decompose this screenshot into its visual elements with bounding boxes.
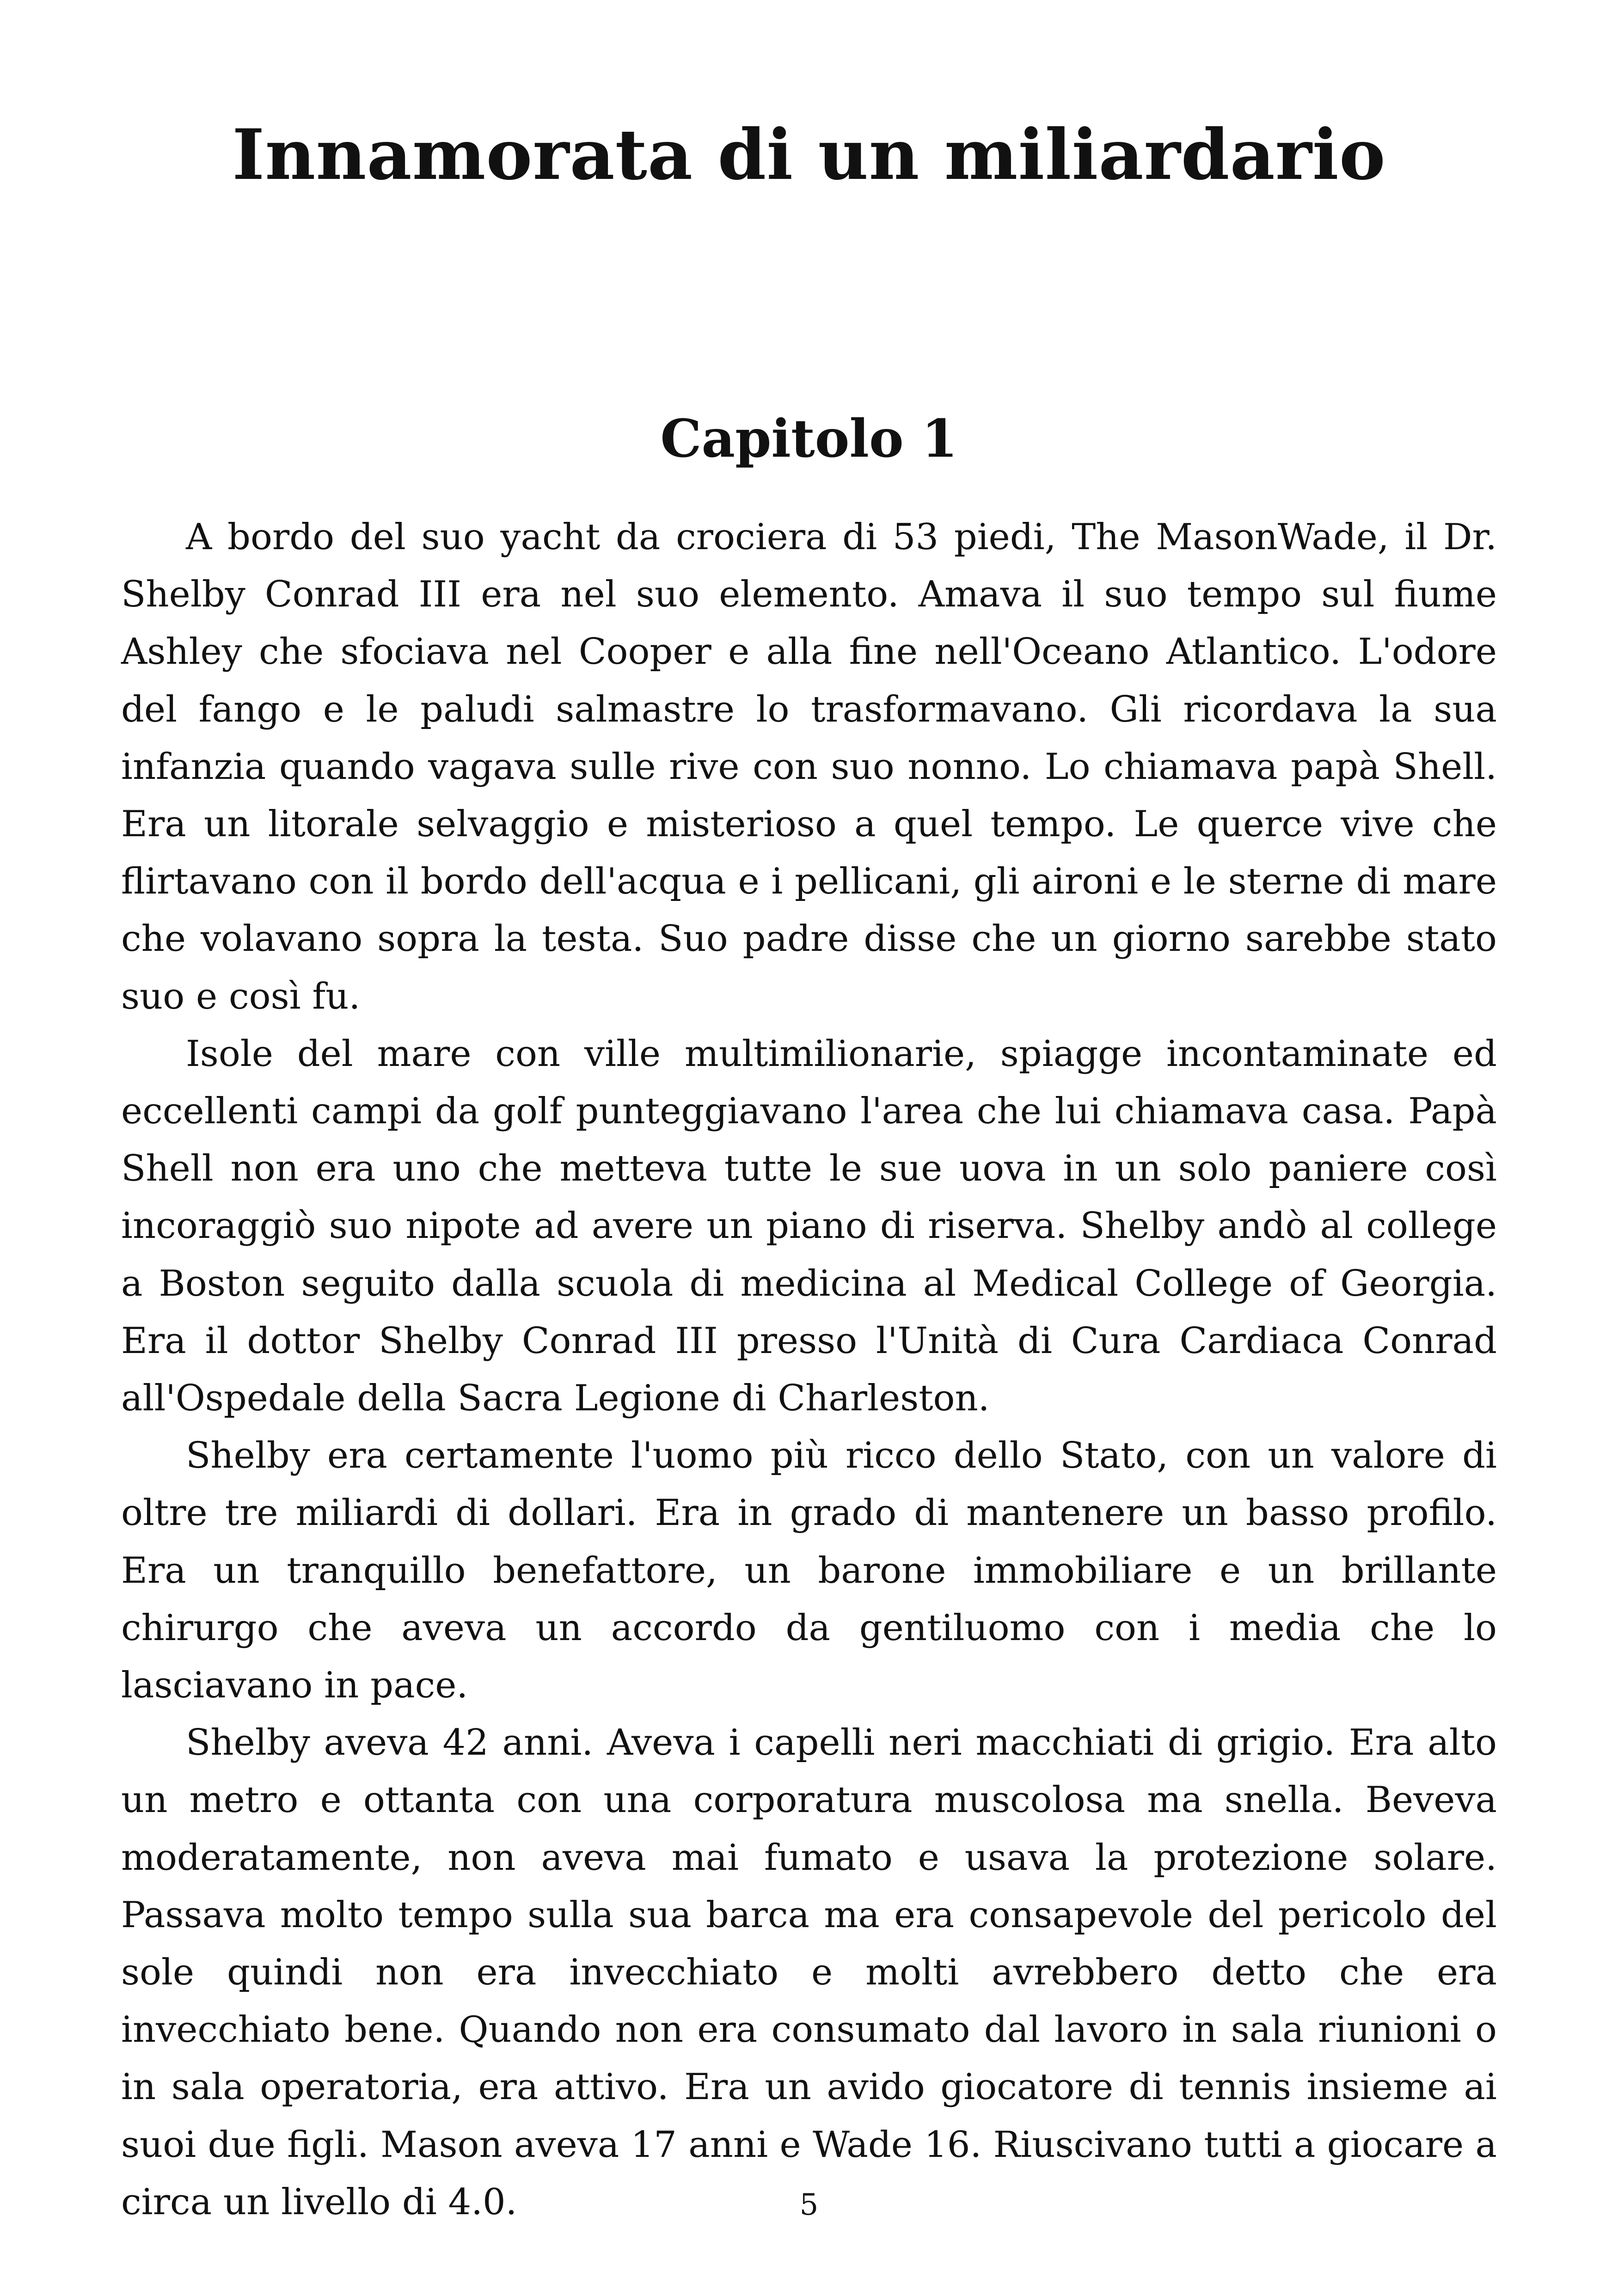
paragraph: A bordo del suo yacht da crociera di 53 piedi, The MasonWade, il Dr. Shelby Conrad III era nel suo elemento. Amava il suo tempo sul fiume Ashley che sfociava nel Cooper e alla fine nell'Oceano Atlantico. L'odore del fango e le paludi salmastre lo trasformavano. Gli ricordava la sua infanzia quando vagava sulle rive con suo nonno. Lo chiamava papà Shell. Era un litorale selvaggio e misterioso a quel tempo. Le querce vive che flirtavano con il bordo dell'acqua e i pellicani, gli aironi e le sterne di mare che volavano sopra la testa. Suo padre disse che un giorno sarebbe stato suo e così fu. [121,516,1497,1017]
paragraph: Isole del mare con ville multimilionarie, spiagge incontaminate ed eccellenti campi da golf punteggiavano l'area che lui chiamava casa. Papà Shell non era uno che metteva tutte le sue uova in un solo paniere così incoraggiò suo nipote ad avere un piano di riserva. Shelby andò al college a Boston seguito dalla scuola di medicina al Medical College of Georgia. Era il dottor Shelby Conrad III presso l'Unità di Cura Cardiaca Conrad all'Ospedale della Sacra Legione di Charleston. [121,1033,1497,1420]
paragraph: Shelby aveva 42 anni. Aveva i capelli neri macchiati di grigio. Era alto un metro e ottanta con una corporatura muscolosa ma snella. Beveva moderatamente, non aveva mai fumato e usava la protezione solare. Passava molto tempo sulla sua barca ma era consapevole del pericolo del sole quindi non era invecchiato e molti avrebbero detto che era invecchiato bene. Quando non era consumato dal lavoro in sala riunioni o in sala operatoria, era attivo. Era un avido giocatore di tennis insieme ai suoi due figli. Mason aveva 17 anni e Wade 16. Riuscivano tutti a giocare a circa un livello di 4.0. [121,1722,1497,2223]
paragraph: Shelby era certamente l'uomo più ricco dello Stato, con un valore di oltre tre miliardi di dollari. Era in grado di mantenere un basso profilo. Era un tranquillo benefattore, un barone immobiliare e un brillante chirurgo che aveva un accordo da gentiluomo con i media che lo lasciavano in pace. [121,1435,1497,1707]
chapter-title: Capitolo 1 [660,409,958,469]
chapter-body [121,508,1497,2231]
book-title: Innamorata di un miliardario [232,114,1386,196]
page-number: 5 [799,2188,819,2222]
